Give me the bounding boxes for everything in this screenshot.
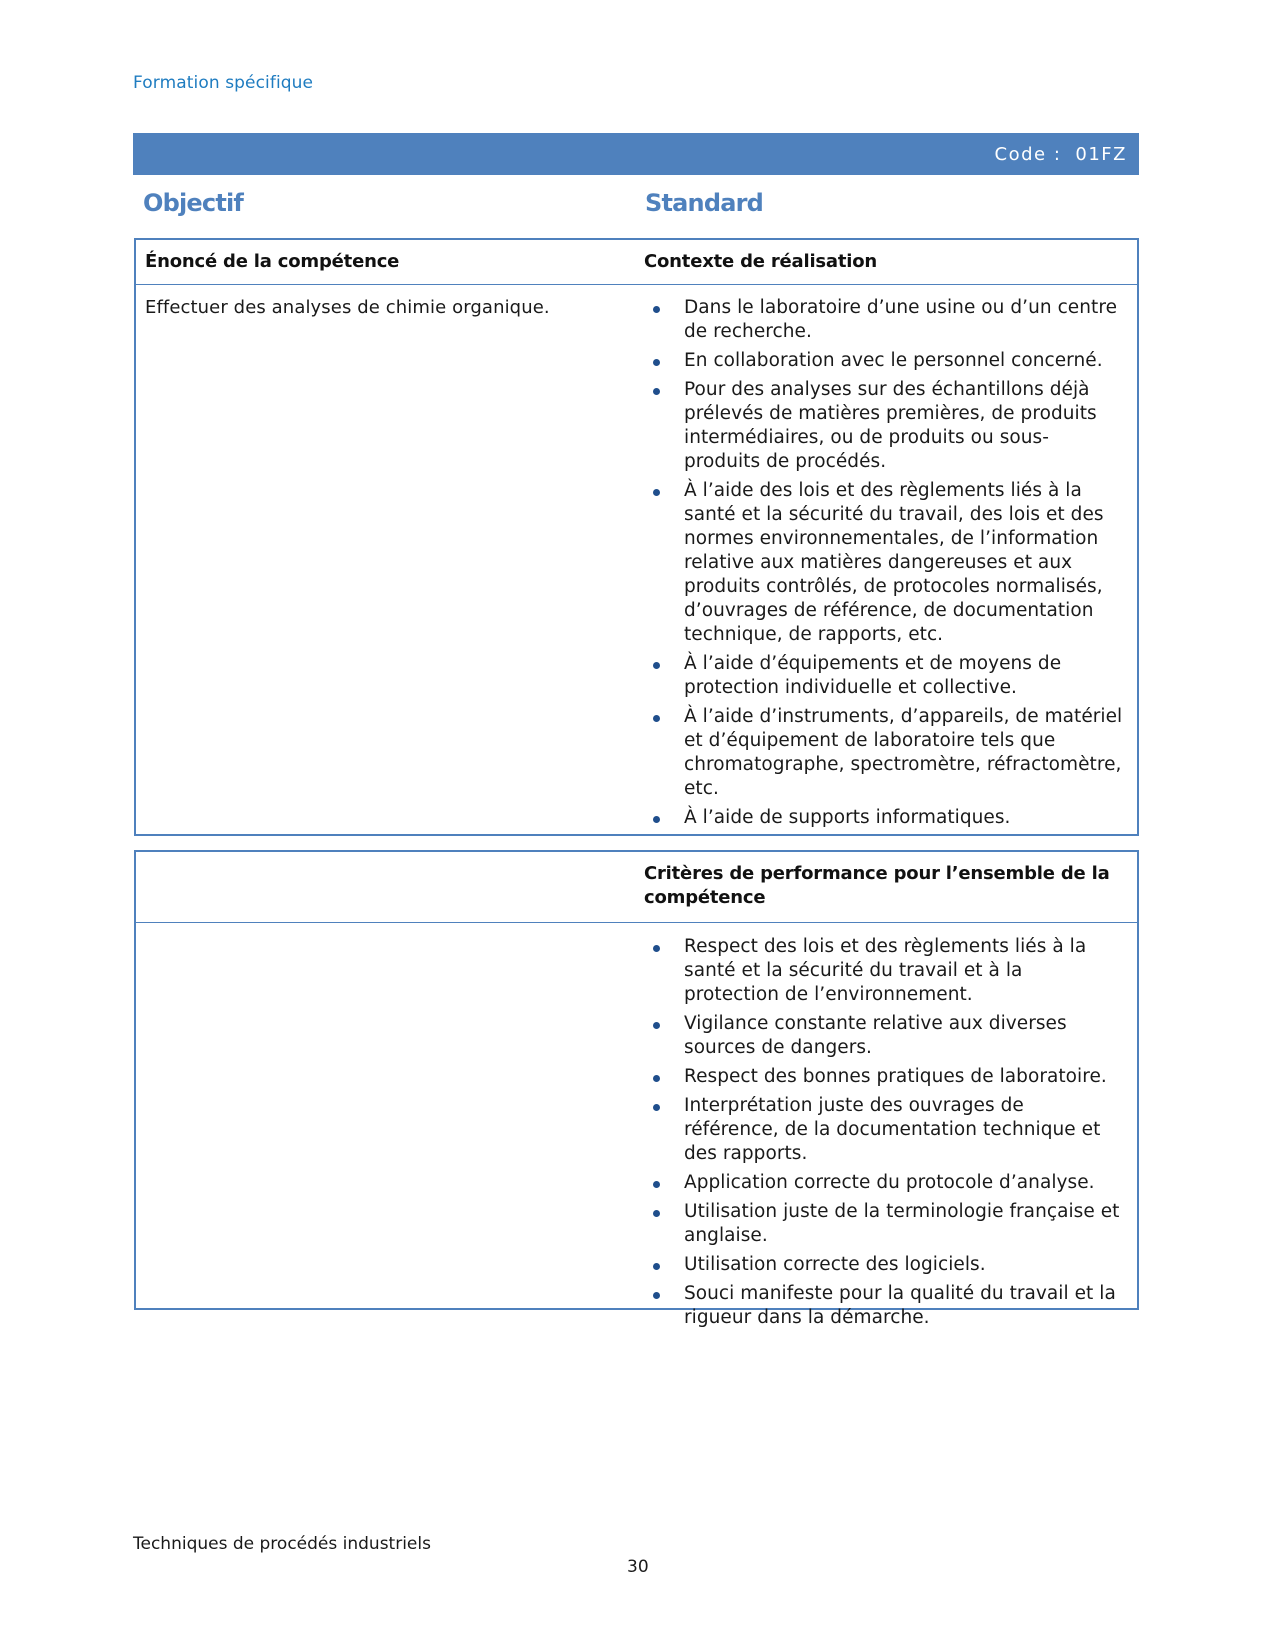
enonce-header: Énoncé de la compétence [145,251,400,272]
table-body-row [136,923,1137,1335]
code-label: Code : [994,143,1062,165]
list-item: À l’aide d’équipements et de moyens de protection individuelle et collective. [644,652,1123,700]
bullet-icon [653,1210,660,1217]
standard-title: Standard [645,189,764,217]
list-item: Respect des bonnes pratiques de laboratoire. [644,1065,1123,1089]
list-item: Interprétation juste des ouvrages de référence, de la documentation technique et des rapports. [644,1094,1123,1166]
bullet-icon [653,1075,660,1082]
bullet-icon [653,816,660,823]
contexte-header: Contexte de réalisation [644,251,878,272]
bullet-icon [653,359,660,366]
bullet-icon [653,489,660,496]
empty-left-header [145,852,636,862]
bullet-icon [653,1181,660,1188]
criteres-list [644,935,1123,1330]
contexte-list [644,296,1123,830]
performance-criteria-table [134,850,1139,1328]
list-item: Utilisation correcte des logiciels. [644,1253,1123,1277]
list-item: Souci manifeste pour la qualité du travail et la rigueur dans la démarche. [644,1282,1123,1330]
page-number: 30 [627,1557,649,1577]
list-item: Respect des lois et des règlements liés à la santé et la sécurité du travail et à la protection de l’environnement. [644,935,1123,1007]
section-header: Formation spécifique [133,73,314,93]
bullet-icon [653,1263,660,1270]
list-item: Application correcte du protocole d’analyse. [644,1171,1123,1195]
list-item: Pour des analyses sur des échantillons déjà prélevés de matières premières, de produits intermédiaires, ou de produits ou sous-produits de procédés. [644,378,1123,474]
bullet-icon [653,715,660,722]
code-bar [133,133,1139,175]
list-item: En collaboration avec le personnel concerné. [644,349,1123,373]
list-item: À l’aide de supports informatiques. [644,806,1123,830]
list-item: À l’aide d’instruments, d’appareils, de matériel et d’équipement de laboratoire tels que chromatographe, spectromètre, réfractomètre, etc. [644,705,1123,801]
list-item: Utilisation juste de la terminologie française et anglaise. [644,1200,1123,1248]
footer-program-title: Techniques de procédés industriels [133,1534,431,1554]
criteres-header: Critères de performance pour l’ensemble de la compétence [644,863,1110,908]
list-item: Vigilance constante relative aux diverses sources de dangers. [644,1012,1123,1060]
table-header-row [136,852,1137,923]
code-value: 01FZ [1075,143,1127,165]
bullet-icon [653,945,660,952]
enonce-text: Effectuer des analyses de chimie organique. [145,297,550,318]
bullet-icon [653,1104,660,1111]
bullet-icon [653,388,660,395]
list-item: Dans le laboratoire d’une usine ou d’un centre de recherche. [644,296,1123,344]
bullet-icon [653,1292,660,1299]
bullet-icon [653,1022,660,1029]
competence-context-table [134,238,1139,836]
table-header-row [136,240,1137,285]
bullet-icon [653,306,660,313]
bullet-icon [653,662,660,669]
objectif-title: Objectif [143,189,244,217]
list-item: À l’aide des lois et des règlements liés à la santé et la sécurité du travail, des lois et des normes environnementales, de l’information relative aux matières dangereuses et aux produits contrôlés, de protocoles normalisés, d’ouvrages de référence, de documentation technique, de rapports, etc. [644,479,1123,647]
table-body-row [136,285,1137,835]
